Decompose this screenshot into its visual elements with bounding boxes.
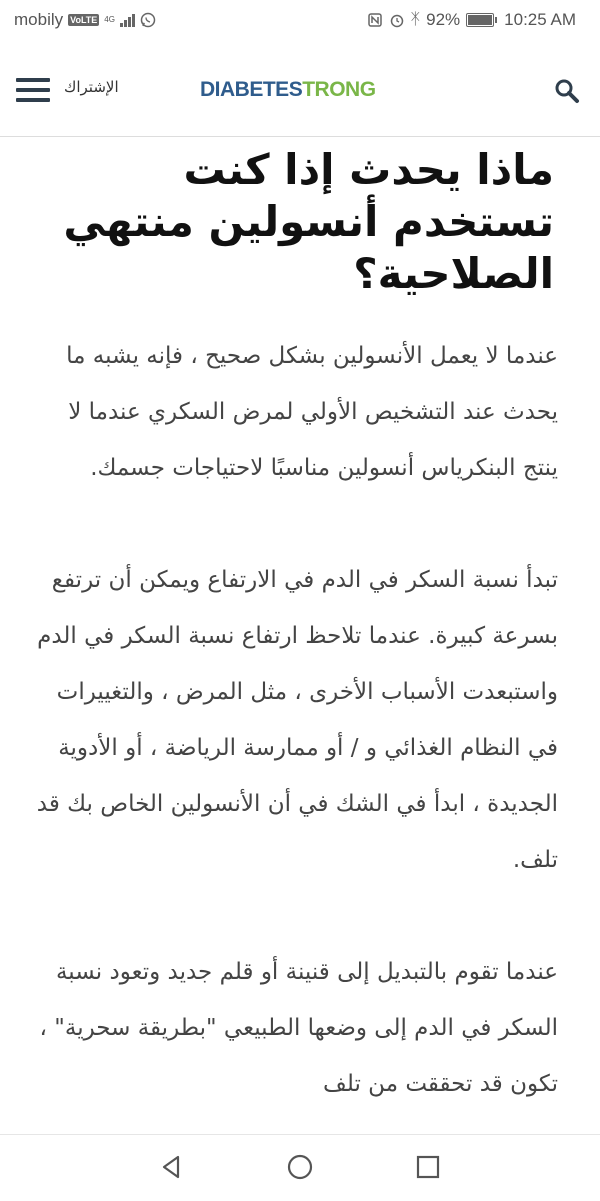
signal-icon [120, 13, 135, 27]
status-left [14, 10, 156, 30]
article [0, 136, 600, 1112]
nfc-icon [367, 12, 383, 28]
logo-text-part2: S [288, 78, 303, 101]
search-icon[interactable] [554, 78, 580, 104]
status-right [367, 10, 576, 30]
recents-icon[interactable] [414, 1153, 442, 1181]
logo-text-part3: TRONG [302, 78, 376, 101]
volte-badge: VoLTE [70, 15, 98, 25]
article-paragraph: تبدأ نسبة السكر في الدم في الارتفاع ويمكن أن ترتفع بسرعة كبيرة. عندما تلاحظ ارتفاع نسبة السكر في الدم واستبعدت الأسباب الأخرى ، مثل المرض ، والتغييرات في النظام الغذائي و / أو ممارسة الرياضة ، أو الأدوية الجديدة ، ابدأ في الشك في أن الأنسولين الخاص بك قد تلف. [36, 567, 558, 873]
clock: 10:25 AM [504, 10, 576, 29]
battery-percent: 92% [426, 10, 461, 29]
site-header [0, 40, 600, 137]
carrier-name: mobily [14, 10, 64, 29]
site-logo[interactable] [200, 78, 376, 102]
battery-icon [466, 13, 494, 27]
article-paragraph: عندما لا يعمل الأنسولين بشكل صحيح ، فإنه يشبه ما يحدث عند التشخيص الأولي لمرض السكري عندما لا ينتج البنكرياس أنسولين مناسبًا لاحتياجات جسمك. [66, 343, 558, 481]
status-bar [0, 0, 600, 40]
hamburger-menu-icon[interactable] [16, 78, 50, 102]
whatsapp-icon [140, 12, 156, 28]
home-icon[interactable] [286, 1153, 314, 1181]
article-paragraph: عندما تقوم بالتبديل إلى قنينة أو قلم جديد وتعود نسبة السكر في الدم إلى وضعها الطبيعي "بطريقة سحرية" ، تكون قد تحققت من تلف [39, 959, 558, 1097]
back-icon[interactable] [158, 1153, 186, 1181]
logo-text-part1: DIABETE [200, 78, 289, 101]
subscribe-link[interactable]: الإشتراك [64, 78, 119, 96]
alarm-icon [389, 12, 405, 28]
bluetooth-icon: ᛡ [410, 11, 421, 28]
article-title: ماذا يحدث إذا كنت تستخدم أنسولين منتهي الصلاحية؟ [63, 145, 554, 298]
system-nav-bar [0, 1134, 600, 1201]
network-type: 4G [104, 15, 115, 24]
